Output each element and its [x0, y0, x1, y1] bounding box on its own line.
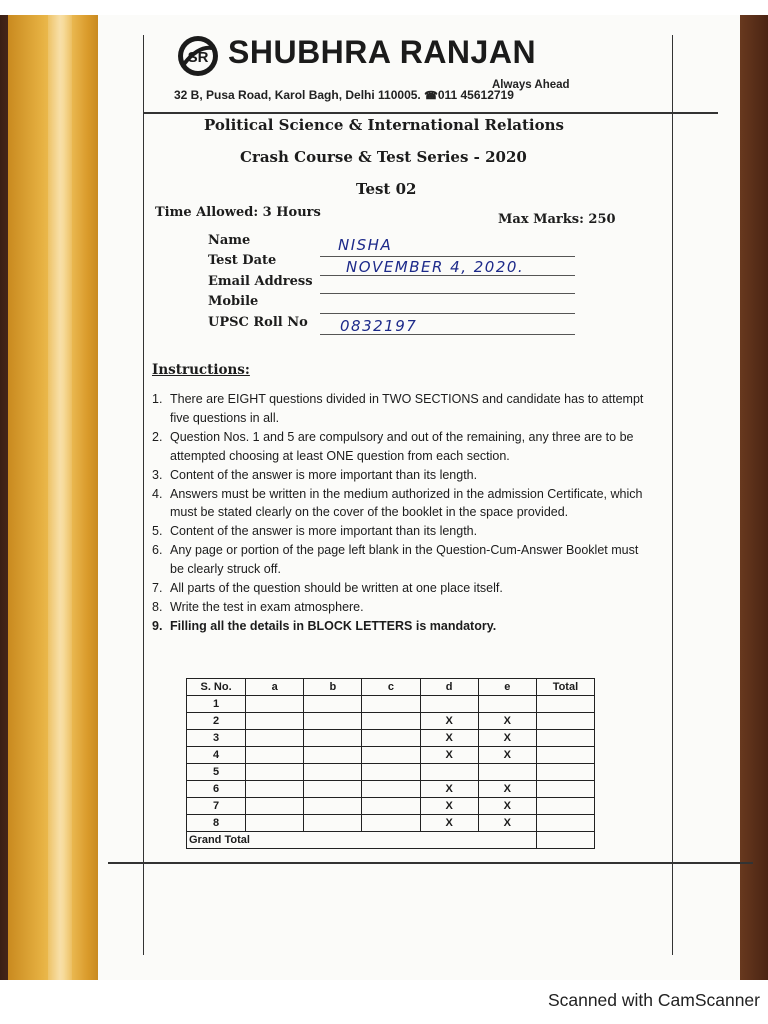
instruction-item	[148, 541, 648, 579]
table-cell[interactable]	[362, 781, 420, 798]
brand-logo-icon	[176, 34, 220, 78]
instruction-number: 4.	[152, 486, 163, 501]
table-cell[interactable]: X	[478, 815, 536, 832]
instruction-item	[148, 579, 648, 598]
test-date-value: NOVEMBER 4, 2020.	[346, 258, 525, 276]
instruction-text: Filling all the details in BLOCK LETTERS is mandatory.	[170, 618, 497, 633]
table-cell[interactable]	[362, 747, 420, 764]
email-field[interactable]	[320, 293, 575, 294]
instruction-text: All parts of the question should be written at one place itself.	[170, 581, 503, 596]
brand-tagline: Always Ahead	[492, 79, 570, 91]
table-cell[interactable]	[246, 730, 304, 747]
table-cell: 2	[187, 713, 246, 730]
grand-total-label: Grand Total	[187, 832, 537, 849]
instruction-item	[148, 617, 648, 636]
table-cell[interactable]	[246, 781, 304, 798]
table-cell[interactable]	[420, 696, 478, 713]
mobile-label: Mobile	[208, 294, 259, 309]
table-cell[interactable]	[362, 798, 420, 815]
table-cell[interactable]	[536, 747, 594, 764]
name-field[interactable]	[320, 256, 575, 257]
table-cell[interactable]	[362, 696, 420, 713]
table-cell[interactable]	[536, 815, 594, 832]
table-cell[interactable]	[304, 781, 362, 798]
binder-highlight	[48, 15, 72, 980]
exam-subject: Political Science & International Relations	[204, 116, 564, 134]
header-divider	[143, 112, 718, 114]
table-cell[interactable]	[246, 798, 304, 815]
table-cell[interactable]	[246, 815, 304, 832]
table-row	[187, 781, 595, 798]
instruction-item	[148, 522, 648, 541]
table-cell[interactable]: X	[478, 781, 536, 798]
table-cell: 8	[187, 815, 246, 832]
table-row	[187, 798, 595, 815]
table-cell[interactable]	[536, 798, 594, 815]
table-cell[interactable]	[304, 713, 362, 730]
table-cell[interactable]	[536, 730, 594, 747]
table-cell: 1	[187, 696, 246, 713]
col-header-d: d	[420, 679, 478, 696]
table-cell[interactable]	[478, 696, 536, 713]
table-cell[interactable]	[536, 764, 594, 781]
table-cell[interactable]	[362, 815, 420, 832]
table-cell[interactable]	[362, 764, 420, 781]
table-cell[interactable]	[536, 696, 594, 713]
table-cell: 6	[187, 781, 246, 798]
col-header-b: b	[304, 679, 362, 696]
col-header-a: a	[246, 679, 304, 696]
instruction-text: Question Nos. 1 and 5 are compulsory and out of the remaining, any three are to be attempted choosing at least ONE question from each section.	[170, 429, 634, 463]
instruction-text: Write the test in exam atmosphere.	[170, 599, 364, 614]
logo-initials: SR	[187, 49, 209, 66]
col-header-e: e	[478, 679, 536, 696]
table-cell: 3	[187, 730, 246, 747]
instruction-number: 3.	[152, 467, 163, 482]
instruction-text: Answers must be written in the medium authorized in the admission Certificate, which must be stated clearly on the cover of the booklet in the space provided.	[170, 486, 643, 520]
table-cell[interactable]	[362, 730, 420, 747]
table-cell[interactable]	[536, 781, 594, 798]
table-row	[187, 696, 595, 713]
exam-test-number: Test 02	[356, 180, 417, 198]
table-cell[interactable]	[246, 747, 304, 764]
table-cell: 7	[187, 798, 246, 815]
table-cell[interactable]: X	[478, 747, 536, 764]
table-cell[interactable]	[304, 730, 362, 747]
table-row	[187, 764, 595, 781]
table-cell: 5	[187, 764, 246, 781]
max-marks: Max Marks: 250	[498, 212, 616, 227]
instruction-item	[148, 428, 648, 466]
scanner-watermark: Scanned with CamScanner	[547, 990, 760, 1010]
instruction-text: There are EIGHT questions divided in TWO SECTIONS and candidate has to attempt five questions in all.	[170, 392, 644, 425]
table-cell[interactable]: X	[420, 730, 478, 747]
instruction-text: Content of the answer is more important than its length.	[170, 467, 478, 482]
instructions-list	[148, 390, 648, 636]
instruction-number: 1.	[152, 392, 163, 406]
mobile-field[interactable]	[320, 313, 575, 314]
roll-no-label: UPSC Roll No	[208, 315, 308, 330]
footer-divider	[108, 862, 753, 864]
table-cell[interactable]	[362, 713, 420, 730]
table-row	[187, 747, 595, 764]
grand-total-row	[187, 832, 595, 849]
instruction-item	[148, 390, 648, 428]
name-label: Name	[208, 233, 251, 248]
marks-table	[186, 678, 595, 849]
instructions-heading: Instructions:	[152, 362, 250, 378]
brand-name: SHUBHRA RANJAN	[228, 34, 537, 70]
instruction-text: Content of the answer is more important than its length.	[170, 524, 478, 539]
name-value: NISHA	[338, 236, 393, 254]
table-cell[interactable]: X	[420, 798, 478, 815]
instruction-number: 7.	[152, 581, 163, 596]
table-row	[187, 815, 595, 832]
table-cell[interactable]	[246, 713, 304, 730]
test-date-label: Test Date	[208, 253, 277, 268]
table-cell[interactable]	[246, 696, 304, 713]
instruction-number: 5.	[152, 524, 163, 539]
address-text: 32 B, Pusa Road, Karol Bagh, Delhi 110005.	[174, 88, 421, 102]
instruction-item	[148, 466, 648, 485]
instruction-number: 2.	[152, 429, 163, 444]
table-cell[interactable]	[304, 798, 362, 815]
table-cell[interactable]: X	[478, 713, 536, 730]
instruction-item	[148, 485, 648, 523]
table-cell[interactable]	[536, 713, 594, 730]
table-cell[interactable]: X	[478, 730, 536, 747]
exam-course: Crash Course & Test Series - 2020	[240, 148, 527, 166]
telephone-icon: ☎	[424, 90, 438, 102]
table-cell[interactable]	[304, 815, 362, 832]
roll-no-value: 0832197	[340, 317, 418, 335]
table-cell[interactable]	[304, 747, 362, 764]
table-cell[interactable]	[304, 764, 362, 781]
table-cell[interactable]	[420, 764, 478, 781]
instruction-text: Any page or portion of the page left blank in the Question-Cum-Answer Booklet must be clearly struck off.	[170, 543, 639, 577]
col-header-total: Total	[536, 679, 594, 696]
table-cell: 4	[187, 747, 246, 764]
institute-address	[174, 88, 514, 102]
table-row	[187, 730, 595, 747]
instruction-number: 9.	[152, 618, 163, 633]
table-cell[interactable]: X	[420, 713, 478, 730]
col-header-sno: S. No.	[187, 679, 246, 696]
time-allowed: Time Allowed: 3 Hours	[155, 205, 321, 220]
table-header-row	[187, 679, 595, 696]
grand-total-cell[interactable]	[536, 832, 594, 849]
table-cell[interactable]: X	[420, 815, 478, 832]
table-cell[interactable]	[304, 696, 362, 713]
desk-right	[738, 15, 768, 980]
col-header-c: c	[362, 679, 420, 696]
table-row	[187, 713, 595, 730]
table-cell[interactable]: X	[420, 747, 478, 764]
table-cell[interactable]	[478, 764, 536, 781]
table-cell[interactable]	[246, 764, 304, 781]
instruction-number: 8.	[152, 599, 163, 614]
table-cell[interactable]: X	[420, 781, 478, 798]
email-label: Email Address	[208, 274, 313, 289]
instruction-number: 6.	[152, 543, 163, 558]
instruction-item	[148, 598, 648, 617]
phone-number: 011 45612719	[437, 88, 514, 102]
table-cell[interactable]: X	[478, 798, 536, 815]
